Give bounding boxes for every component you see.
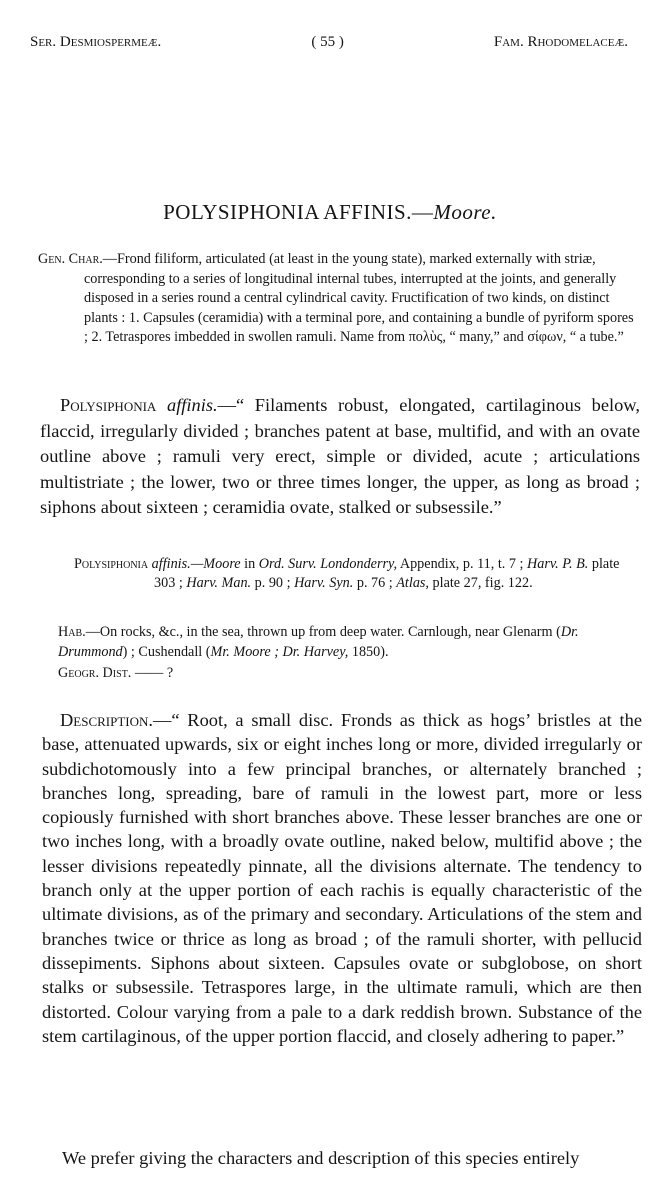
species-epithet: affinis. — [167, 395, 218, 415]
species-title — [0, 200, 660, 225]
reference-harv-pb-detail: plate 303 ; — [154, 556, 620, 591]
habitat-collector-2: Mr. Moore ; Dr. Harvey, — [210, 644, 349, 660]
geographic-distribution-label: Geogr. Dist. — [58, 665, 132, 681]
reference-harv-syn-detail: p. 76 ; — [353, 575, 397, 591]
habitat-text-1: —On rocks, &c., in the sea, thrown up from deep water. Carnlough, near Glenarm ( — [85, 624, 561, 640]
description-label: Description. — [60, 710, 153, 730]
running-header — [30, 34, 628, 51]
reference-atlas-detail: plate 27, fig. 122. — [428, 575, 533, 591]
references-in: in — [240, 556, 259, 572]
genus-characters-text: —Frond filiform, articulated (at least in the young state), marked externally with striæ, corresponding to a series of longitudinal internal tubes, interrupted at the joints, and generally disposed in a series round a central cylindrical cavity. Fructification of two kinds, on distinct plants : 1. Capsules (ceramidia) with a terminal pore, and containing a bundle of pyriform spores ; 2. Tetraspores imbedded in swollen ramuli. Name from πολὺς, “ many,” and σίφων, “ a tube.” — [84, 251, 634, 345]
habitat-text-3: 1850). — [348, 644, 389, 660]
description-text: —“ Root, a small disc. Fronds as thick as hogs’ bristles at the base, attenuated upwards, six or eight inches long or more, divided irregularly or subdichotomously into a few principal branches, or alternately branched ; branches long, spreading, bare of ramuli in the lowest part, more or less copiously furnished with short branches above. These lesser branches are one or two inches long, with a broadly ovate outline, naked below, multifid above ; the lesser divisions repeatedly pinnate, all the divisions alternate. The tendency to branch only at the upper portion of each rachis is equally characteristic of the ultimate divisions, as of the primary and secondary. Articulations of the stem and branches twice or thrice as long as broad ; of the ramuli shorter, with pellucid dissepiments. Siphons about sixteen. Capsules ovate or subglobose, on short stalks or subsessile. Tetraspores large, in the ultimate ramuli, which are then distorted. Colour varying from a pale to a dark reddish brown. Substance of the stem cartilaginous, of the upper portion flaccid, and closely adhering to paper.” — [42, 710, 642, 1046]
habitat-label: Hab. — [58, 624, 86, 640]
references — [74, 555, 642, 593]
reference-harv-pb: Harv. P. B. — [527, 556, 589, 572]
species-characters — [40, 393, 640, 521]
habitat-text-2: ) ; Cushendall ( — [122, 644, 211, 660]
reference-ord-surv: Ord. Surv. Londonderry, — [258, 556, 398, 572]
closing-paragraph — [42, 1146, 642, 1170]
genus-characters-label: Gen. Char. — [38, 251, 103, 267]
page-number: ( 55 ) — [311, 34, 344, 50]
genus-characters — [38, 250, 638, 348]
family-heading: Fam. Rhodomelaceæ. — [493, 34, 628, 50]
reference-ord-surv-detail: Appendix, p. 11, t. 7 ; — [397, 556, 527, 572]
series-heading: Ser. Desmiospermeæ. — [30, 34, 162, 50]
reference-atlas: Atlas, — [396, 575, 429, 591]
geographic-distribution-text: —— ? — [134, 665, 174, 681]
geographic-distribution — [58, 665, 173, 682]
habitat — [58, 622, 646, 662]
reference-harv-man: Harv. Man. — [186, 575, 252, 591]
habitat-collector-1: Dr. Drummond — [58, 624, 579, 660]
closing-text: We prefer giving the characters and description of this species entirely — [62, 1148, 580, 1168]
species-characters-text: —“ Filaments robust, elongated, cartilaginous below, flaccid, irregularly divided ; branches patent at base, multifid, and with an ovate outline above ; ramuli very erect, simple or divided, acute ; articulations multistriate ; the lower, two or three times longer, the upper, as long as broad ; siphons about sixteen ; ceramidia ovate, stalked or subsessile.” — [40, 395, 640, 518]
references-epithet: affinis.—Moore — [151, 556, 241, 572]
description — [42, 708, 642, 1048]
species-title-author: Moore. — [433, 200, 497, 224]
reference-harv-syn: Harv. Syn. — [294, 575, 354, 591]
species-genus-name: Polysiphonia — [60, 395, 157, 415]
reference-harv-man-detail: p. 90 ; — [251, 575, 295, 591]
references-genus: Polysiphonia — [74, 556, 149, 572]
species-title-name: POLYSIPHONIA AFFINIS.— — [163, 200, 434, 224]
